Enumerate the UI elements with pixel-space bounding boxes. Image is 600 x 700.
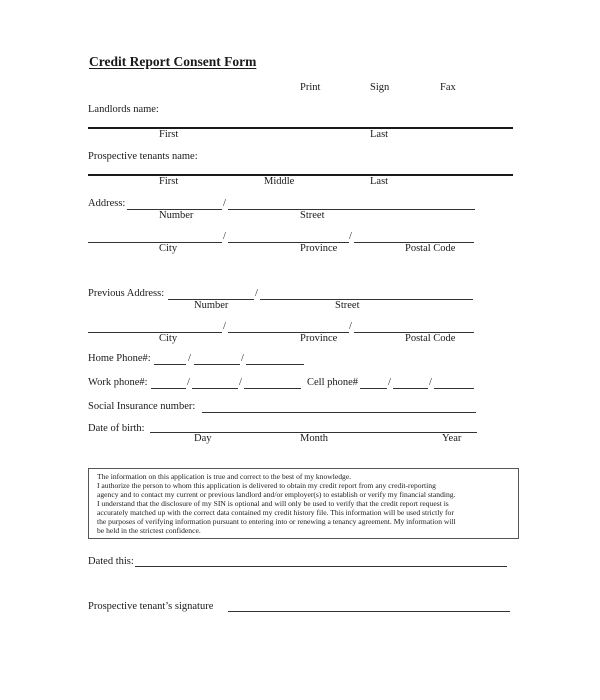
previous-address-number-sublabel: Number xyxy=(194,300,229,311)
previous-address-separator: / xyxy=(223,321,226,332)
tenant-first-sublabel: First xyxy=(159,176,179,187)
cell-phone-area-field[interactable] xyxy=(360,388,387,389)
dob-day-sublabel: Day xyxy=(194,433,212,444)
signature-field[interactable] xyxy=(228,611,510,612)
landlord-name-field[interactable] xyxy=(88,127,513,129)
work-phone-label: Work phone#: xyxy=(88,377,148,388)
consent-line: agency and to contact my current or previous landlord and/or employer(s) to establish or verify my financial standing. xyxy=(97,490,456,499)
address-city-sublabel: City xyxy=(159,243,178,254)
address-postal-code-sublabel: Postal Code xyxy=(405,243,456,254)
address-city-field[interactable] xyxy=(88,242,222,243)
consent-line: I understand that the disclosure of my SIN is optional and will only be used to verify that the credit report request is xyxy=(97,499,449,508)
previous-address-street-sublabel: Street xyxy=(335,300,360,311)
address-province-sublabel: Province xyxy=(300,243,338,254)
previous-address-city-field[interactable] xyxy=(88,332,222,333)
previous-address-label: Previous Address: xyxy=(88,288,165,299)
dob-year-sublabel: Year xyxy=(442,433,462,444)
home-phone-prefix-field[interactable] xyxy=(194,364,240,365)
dob-label: Date of birth: xyxy=(88,423,145,434)
address-street-sublabel: Street xyxy=(300,210,325,221)
home-phone-area-field[interactable] xyxy=(154,364,186,365)
work-phone-separator: / xyxy=(239,377,242,388)
consent-line: I authorize the person to whom this application is delivered to obtain my credit report from any credit-reporting xyxy=(97,481,436,490)
previous-address-street-field[interactable] xyxy=(260,299,473,300)
address-street-field[interactable] xyxy=(228,209,475,210)
cell-phone-label: Cell phone# xyxy=(307,377,359,388)
previous-address-city-sublabel: City xyxy=(159,333,178,344)
consent-line: The information on this application is true and correct to the best of my knowledge. xyxy=(97,472,352,481)
address-separator: / xyxy=(349,231,352,242)
home-phone-separator: / xyxy=(188,353,191,364)
landlord-name-label: Landlords name: xyxy=(88,104,159,115)
consent-statement-box xyxy=(88,468,519,539)
sign-link[interactable]: Sign xyxy=(370,82,390,93)
work-phone-line-field[interactable] xyxy=(244,388,301,389)
work-phone-prefix-field[interactable] xyxy=(192,388,238,389)
cell-phone-separator: / xyxy=(388,377,391,388)
sin-label: Social Insurance number: xyxy=(88,401,196,412)
home-phone-separator: / xyxy=(241,353,244,364)
home-phone-line-field[interactable] xyxy=(246,364,304,365)
tenant-name-label: Prospective tenants name: xyxy=(88,151,198,162)
consent-line: the purposes of verifying information pursuant to entering into or renewing a tenancy agreement. My information will xyxy=(97,517,456,526)
dob-month-sublabel: Month xyxy=(300,433,329,444)
print-link[interactable]: Print xyxy=(300,82,321,93)
fax-link[interactable]: Fax xyxy=(440,82,456,93)
home-phone-label: Home Phone#: xyxy=(88,353,151,364)
dated-label: Dated this: xyxy=(88,556,134,567)
dated-field[interactable] xyxy=(135,566,507,567)
tenant-last-sublabel: Last xyxy=(370,176,389,187)
work-phone-separator: / xyxy=(187,377,190,388)
consent-line: accurately matched up with the correct data contained my credit history file. This information will be used strictly for xyxy=(97,508,454,517)
page-title: Credit Report Consent Form xyxy=(89,54,257,69)
cell-phone-line-field[interactable] xyxy=(434,388,474,389)
tenant-middle-sublabel: Middle xyxy=(264,176,295,187)
cell-phone-prefix-field[interactable] xyxy=(393,388,428,389)
work-phone-area-field[interactable] xyxy=(151,388,186,389)
address-number-sublabel: Number xyxy=(159,210,194,221)
signature-label: Prospective tenant’s signature xyxy=(88,601,214,612)
address-separator: / xyxy=(223,198,226,209)
landlord-last-sublabel: Last xyxy=(370,129,389,140)
consent-line: be held in the strictest confidence. xyxy=(97,526,201,535)
previous-address-postal-code-sublabel: Postal Code xyxy=(405,333,456,344)
previous-address-province-sublabel: Province xyxy=(300,333,338,344)
address-separator: / xyxy=(223,231,226,242)
previous-address-separator: / xyxy=(349,321,352,332)
sin-field[interactable] xyxy=(202,412,476,413)
landlord-first-sublabel: First xyxy=(159,129,179,140)
cell-phone-separator: / xyxy=(429,377,432,388)
previous-address-separator: / xyxy=(255,288,258,299)
address-label: Address: xyxy=(88,198,126,209)
tenant-name-field[interactable] xyxy=(88,174,513,176)
